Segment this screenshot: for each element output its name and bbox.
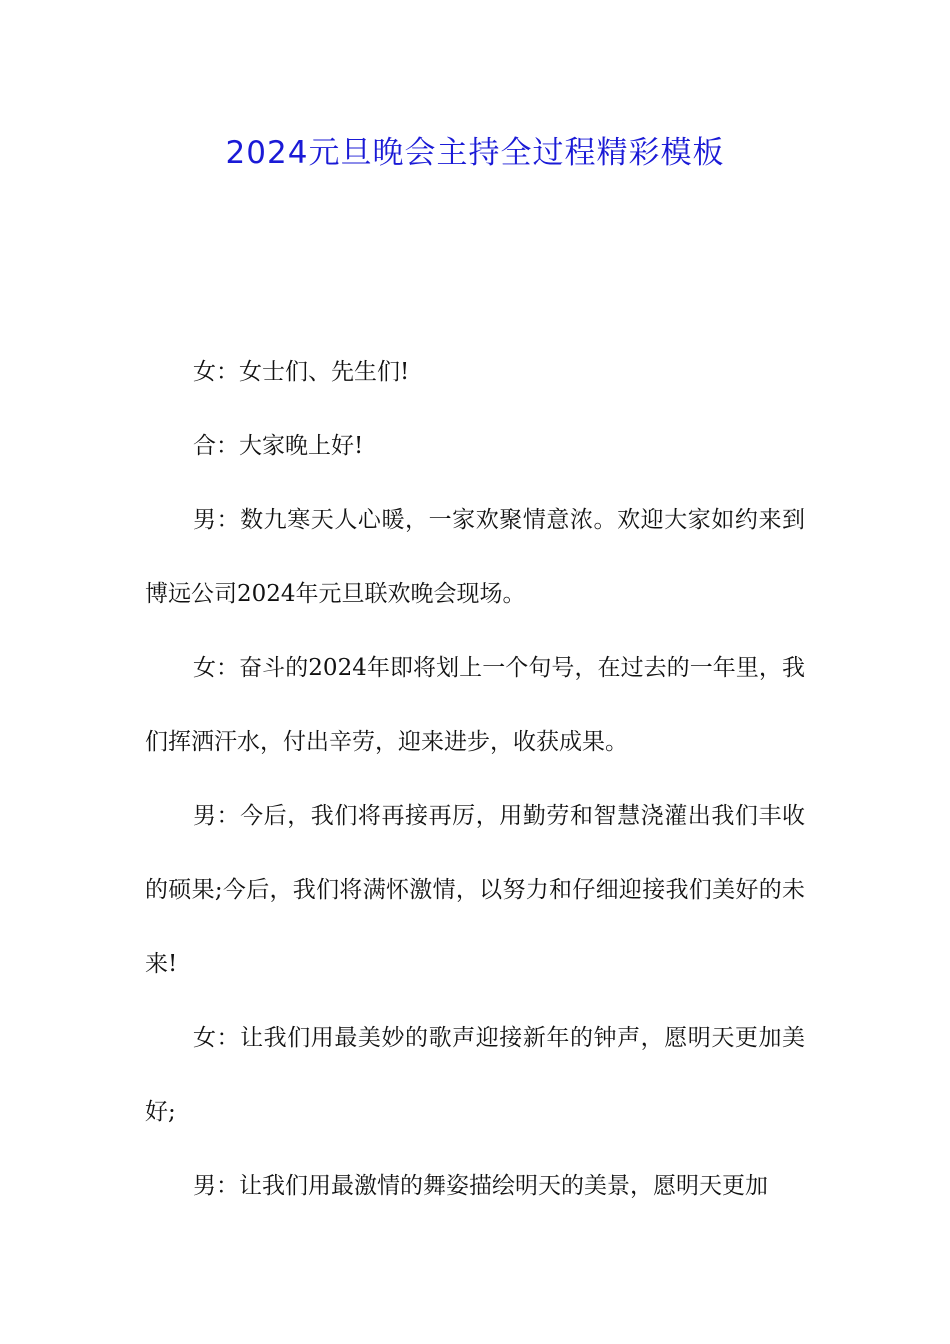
document-body — [145, 335, 805, 1223]
paragraph-female-song: 女：让我们用最美妙的歌声迎接新年的钟声，愿明天更加美好; — [145, 1025, 805, 1125]
paragraph-together-greeting: 合：大家晚上好! — [193, 433, 364, 459]
paragraph-male-welcome: 男：数九寒天人心暖，一家欢聚情意浓。欢迎大家如约来到博远公司2024年元旦联欢晚会现场。 — [145, 507, 805, 607]
paragraph-female-greeting: 女：女士们、先生们! — [193, 359, 410, 385]
paragraph-male-dance: 男：让我们用最激情的舞姿描绘明天的美景，愿明天更加 — [193, 1173, 768, 1199]
paragraph-male-future: 男：今后，我们将再接再厉，用勤劳和智慧浇灌出我们丰收的硕果;今后，我们将满怀激情，以努力和仔细迎接我们美好的未来! — [145, 803, 805, 977]
paragraph-female-review: 女：奋斗的2024年即将划上一个句号，在过去的一年里，我们挥洒汗水，付出辛劳，迎来进步，收获成果。 — [145, 655, 805, 755]
document-title: 2024元旦晚会主持全过程精彩模板 — [225, 135, 725, 171]
